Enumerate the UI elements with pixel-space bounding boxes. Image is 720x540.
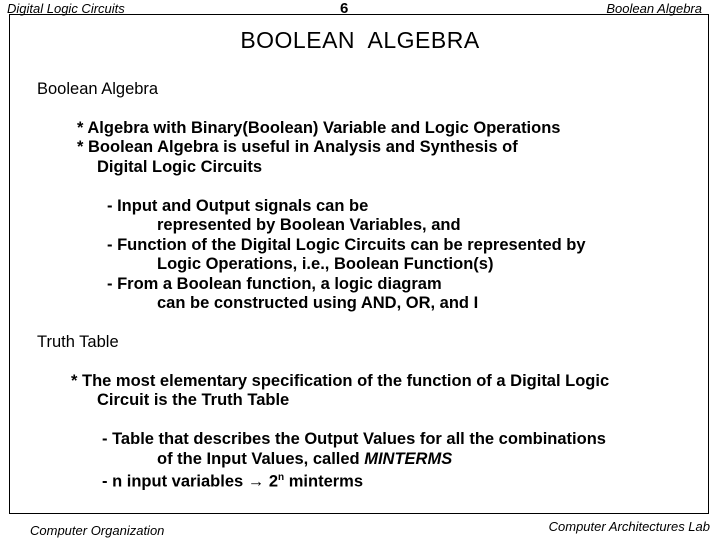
slide-title: BOOLEAN ALGEBRA bbox=[240, 27, 480, 53]
dash-line: - Table that describes the Output Values for all the combinations bbox=[102, 430, 606, 448]
minterms-tail-text: minterms bbox=[284, 472, 364, 491]
dash-line bbox=[157, 449, 452, 469]
header-right: Boolean Algebra bbox=[606, 1, 702, 16]
dash-line: Logic Operations, i.e., Boolean Function(s) bbox=[157, 255, 494, 273]
footer-left: Computer Organization bbox=[30, 523, 165, 538]
minterms-term: MINTERMS bbox=[364, 450, 453, 468]
footer-right: Computer Architectures Lab bbox=[548, 519, 710, 534]
bullet-line: * Algebra with Binary(Boolean) Variable and Logic Operations bbox=[77, 119, 561, 137]
dash-line: can be constructed using AND, OR, and I bbox=[157, 294, 479, 312]
bullet-line: Circuit is the Truth Table bbox=[97, 391, 290, 409]
bullet-line: * The most elementary specification of the function of a Digital Logic bbox=[71, 372, 610, 390]
page-number: 6 bbox=[340, 0, 349, 17]
n-input-text: - n input variables → 2 bbox=[102, 472, 279, 491]
bullet-line: * Boolean Algebra is useful in Analysis and Synthesis of bbox=[77, 138, 518, 156]
bullet-line: Digital Logic Circuits bbox=[97, 158, 263, 176]
dash-line: - From a Boolean function, a logic diagram bbox=[107, 275, 442, 293]
dash-line bbox=[102, 468, 363, 492]
header-left: Digital Logic Circuits bbox=[7, 1, 125, 16]
exponent-n: n bbox=[278, 472, 285, 483]
dash-line: represented by Boolean Variables, and bbox=[157, 216, 461, 234]
dash-line: - Input and Output signals can be bbox=[107, 197, 369, 215]
dash-line: - Function of the Digital Logic Circuits can be represented by bbox=[107, 236, 586, 254]
section-heading-boolean-algebra: Boolean Algebra bbox=[37, 80, 159, 98]
minterms-lead-text: of the Input Values, called bbox=[157, 450, 365, 468]
section-heading-truth-table: Truth Table bbox=[37, 333, 119, 351]
